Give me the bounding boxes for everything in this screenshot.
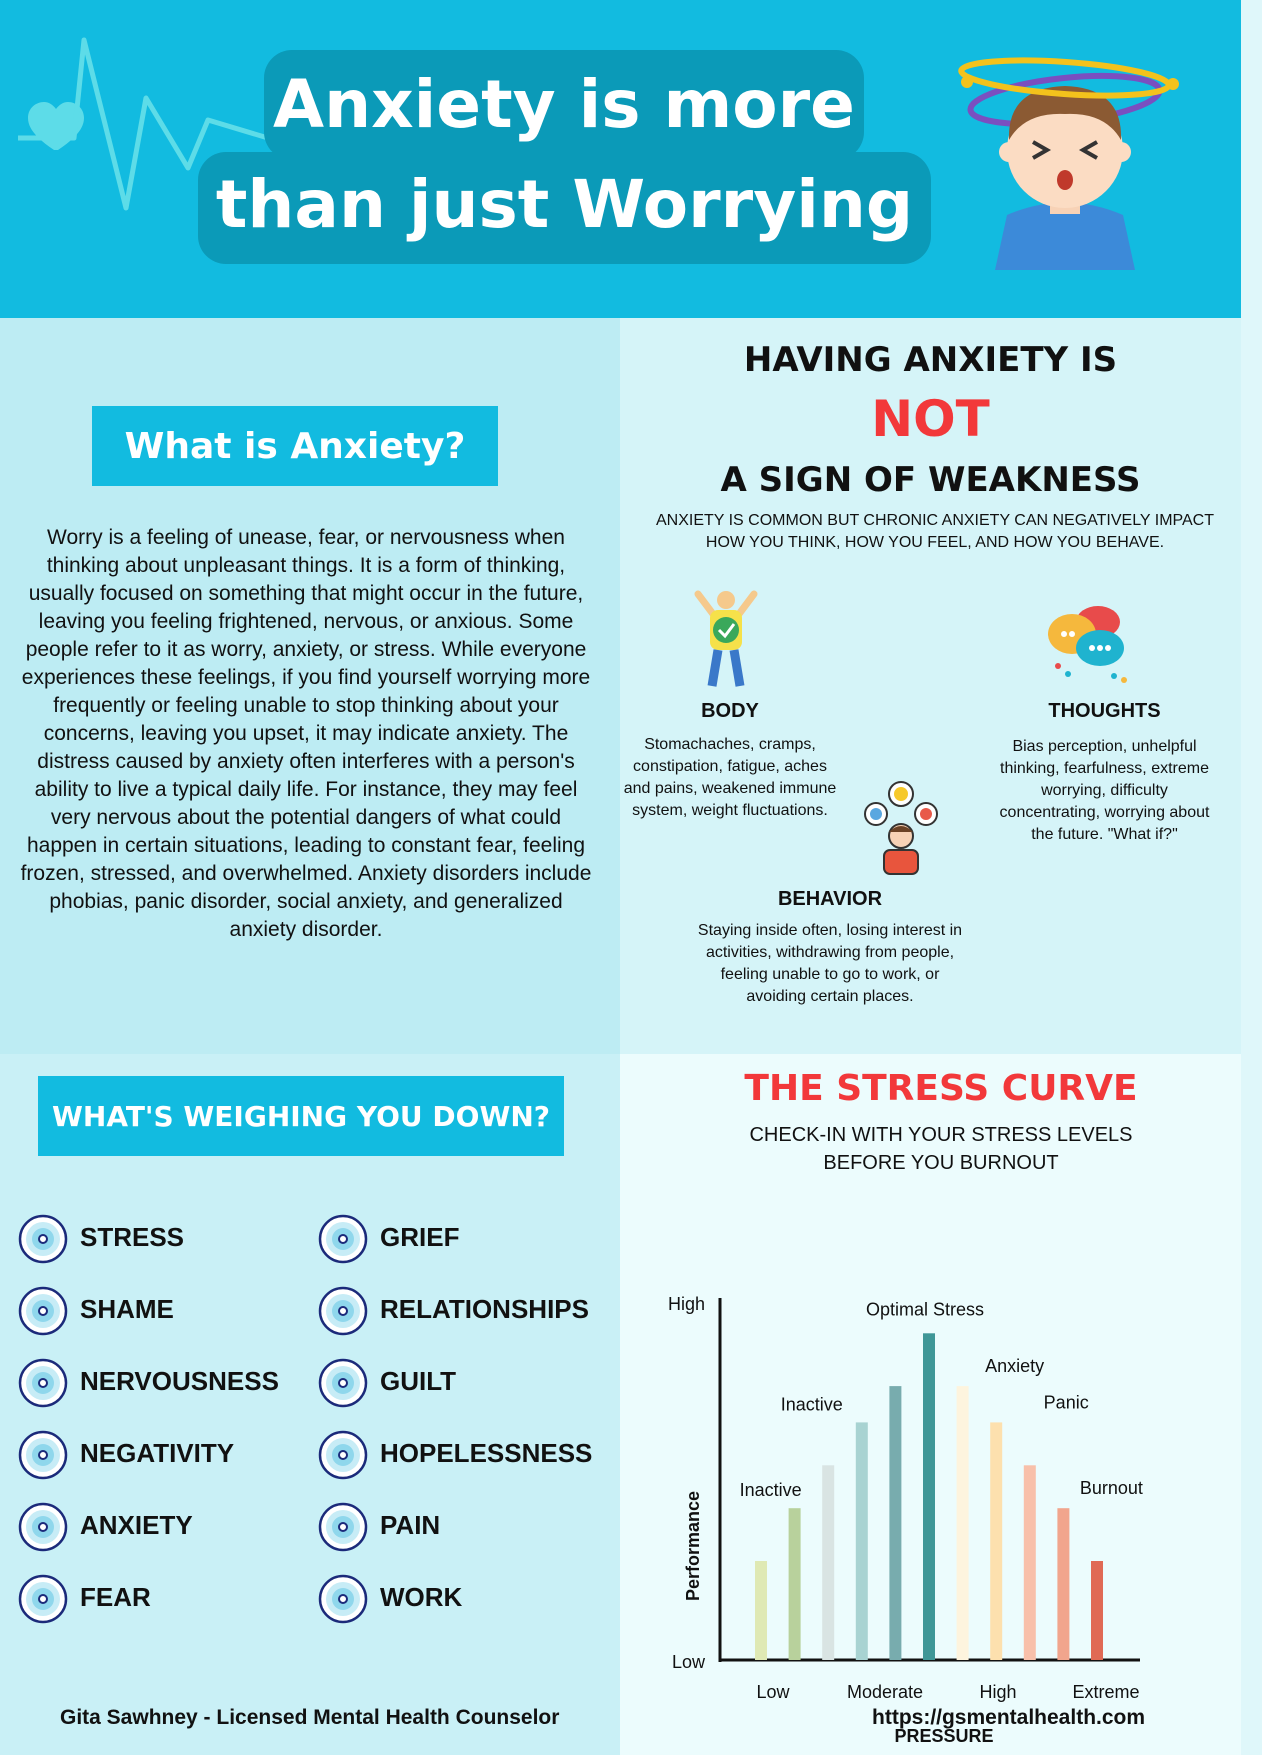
weighing-item: ANXIETY bbox=[80, 1510, 193, 1540]
thoughts-icon bbox=[1044, 604, 1134, 688]
target-bullet-icon bbox=[18, 1502, 68, 1552]
weighing-item: WORK bbox=[380, 1582, 463, 1612]
stress-curve-subtitle-2: BEFORE YOU BURNOUT bbox=[823, 1152, 1059, 1174]
dizzy-person-icon bbox=[955, 40, 1185, 275]
chart-bar bbox=[822, 1465, 834, 1660]
x-tick-label: Extreme bbox=[1072, 1682, 1140, 1702]
weighing-item: GUILT bbox=[380, 1366, 457, 1396]
chart-annotation: Inactive bbox=[780, 1394, 843, 1415]
target-bullet-icon bbox=[18, 1214, 68, 1264]
chart-annotation: Optimal Stress bbox=[865, 1299, 985, 1320]
weighing-item: SHAME bbox=[80, 1294, 174, 1324]
header bbox=[0, 0, 1241, 318]
behavior-title: BEHAVIOR bbox=[777, 888, 883, 910]
not-weakness-subtitle: ANXIETY IS COMMON BUT CHRONIC ANXIETY CAN NEGATIVELY IMPACT HOW YOU THINK, HOW YOU FEEL, AND HOW YOU BEHAVE. bbox=[655, 512, 1215, 551]
x-tick-label: Moderate bbox=[846, 1682, 924, 1702]
chart-annotation: Anxiety bbox=[985, 1356, 1045, 1377]
not-weakness-line3: A SIGN OF WEAKNESS bbox=[720, 460, 1141, 500]
body-title: BODY bbox=[701, 700, 759, 722]
body-icon bbox=[690, 590, 762, 688]
behavior-icon bbox=[864, 780, 938, 876]
behavior-text: Staying inside often, losing interest in activities, withdrawing from people, feeling unable to go to work, or avoiding certain places. bbox=[697, 922, 963, 1005]
not-weakness-section bbox=[620, 318, 1241, 1054]
page-title-line2: than just Worrying bbox=[215, 166, 914, 243]
what-is-anxiety-heading: What is Anxiety? bbox=[92, 406, 498, 486]
stress-curve-section bbox=[620, 1054, 1241, 1755]
weighing-item: GRIEF bbox=[380, 1222, 460, 1252]
chart-bar bbox=[990, 1422, 1002, 1660]
x-axis-label: PRESSURE bbox=[894, 1726, 994, 1746]
target-bullet-icon bbox=[18, 1574, 68, 1624]
chart-bar bbox=[1091, 1561, 1103, 1660]
target-bullet-icon bbox=[318, 1574, 368, 1624]
chart-bar bbox=[856, 1422, 868, 1660]
y-tick-label: High bbox=[668, 1294, 706, 1314]
chart-bar bbox=[957, 1386, 969, 1660]
weighing-item: PAIN bbox=[380, 1510, 441, 1540]
page-title-line1: Anxiety is more bbox=[273, 66, 855, 143]
thoughts-text: Bias perception, unhelpful thinking, fearfulness, extreme worrying, difficulty concentrating, worrying about the future. "What if?" bbox=[999, 738, 1210, 843]
target-bullet-icon bbox=[318, 1430, 368, 1480]
weighing-item: NEGATIVITY bbox=[80, 1438, 235, 1468]
stress-curve-title: THE STRESS CURVE bbox=[744, 1068, 1138, 1109]
weighing-item: NERVOUSNESS bbox=[80, 1366, 279, 1396]
stress-curve-subtitle-1: CHECK-IN WITH YOUR STRESS LEVELS bbox=[749, 1124, 1133, 1146]
not-weakness-line2: NOT bbox=[871, 390, 990, 448]
target-bullet-icon bbox=[18, 1358, 68, 1408]
chart-annotation: Burnout bbox=[1079, 1478, 1143, 1499]
weighing-item: HOPELESSNESS bbox=[380, 1438, 593, 1468]
chart-annotation: Inactive bbox=[739, 1480, 802, 1501]
target-bullet-icon bbox=[318, 1502, 368, 1552]
target-bullet-icon bbox=[318, 1358, 368, 1408]
chart-bar bbox=[1057, 1508, 1069, 1660]
chart-bar bbox=[1024, 1465, 1036, 1660]
weighing-section bbox=[0, 1054, 620, 1755]
x-tick-label: Low bbox=[756, 1682, 790, 1702]
stress-curve-chart bbox=[620, 1214, 1241, 1746]
target-bullet-icon bbox=[18, 1286, 68, 1336]
target-bullet-icon bbox=[318, 1286, 368, 1336]
chart-annotation: Panic bbox=[1043, 1392, 1089, 1413]
what-is-anxiety-text: Worry is a feeling of unease, fear, or nervousness when thinking about unpleasant things. It is a form of thinking, usually focused on something that might occur in the future, leaving you feeling frightened, nervous, or anxious. Some people refer to it as worry, anxiety, or stress. While everyone experiences these feelings, if you find yourself worrying more frequently or feeling unable to stop thinking about your concerns, leaving you upset, it may indicate anxiety. The distress caused by anxiety often interferes with a person's ability to live a typical daily life. For instance, they may feel very nervous about the potential dangers of what could happen in certain situations, leading to constant fear, feeling frozen, stressed, and overwhelmed. Anxiety disorders include phobias, panic disorder, social anxiety, and generalized anxiety disorder. bbox=[20, 526, 592, 941]
chart-bar bbox=[889, 1386, 901, 1660]
footer-author: Gita Sawhney - Licensed Mental Health Counselor bbox=[60, 1706, 560, 1729]
not-weakness-line1: HAVING ANXIETY IS bbox=[743, 340, 1118, 380]
target-bullet-icon bbox=[318, 1214, 368, 1264]
thoughts-title: THOUGHTS bbox=[1048, 700, 1161, 722]
y-tick-label: Low bbox=[672, 1652, 706, 1672]
footer-url[interactable]: https://gsmentalhealth.com bbox=[872, 1706, 1146, 1729]
y-axis-label: Performance bbox=[683, 1490, 703, 1602]
what-is-anxiety-section bbox=[0, 318, 620, 1054]
weighing-item: RELATIONSHIPS bbox=[380, 1294, 589, 1324]
weighing-item: STRESS bbox=[80, 1222, 185, 1252]
target-bullet-icon bbox=[18, 1430, 68, 1480]
chart-bar bbox=[789, 1508, 801, 1660]
x-tick-label: High bbox=[979, 1682, 1017, 1702]
weighing-heading: WHAT'S WEIGHING YOU DOWN? bbox=[38, 1076, 564, 1156]
chart-bar bbox=[755, 1561, 767, 1660]
weighing-item: FEAR bbox=[80, 1582, 151, 1612]
body-text: Stomachaches, cramps, constipation, fatigue, aches and pains, weakened immune system, weight fluctuations. bbox=[623, 736, 837, 819]
chart-bar bbox=[923, 1333, 935, 1660]
